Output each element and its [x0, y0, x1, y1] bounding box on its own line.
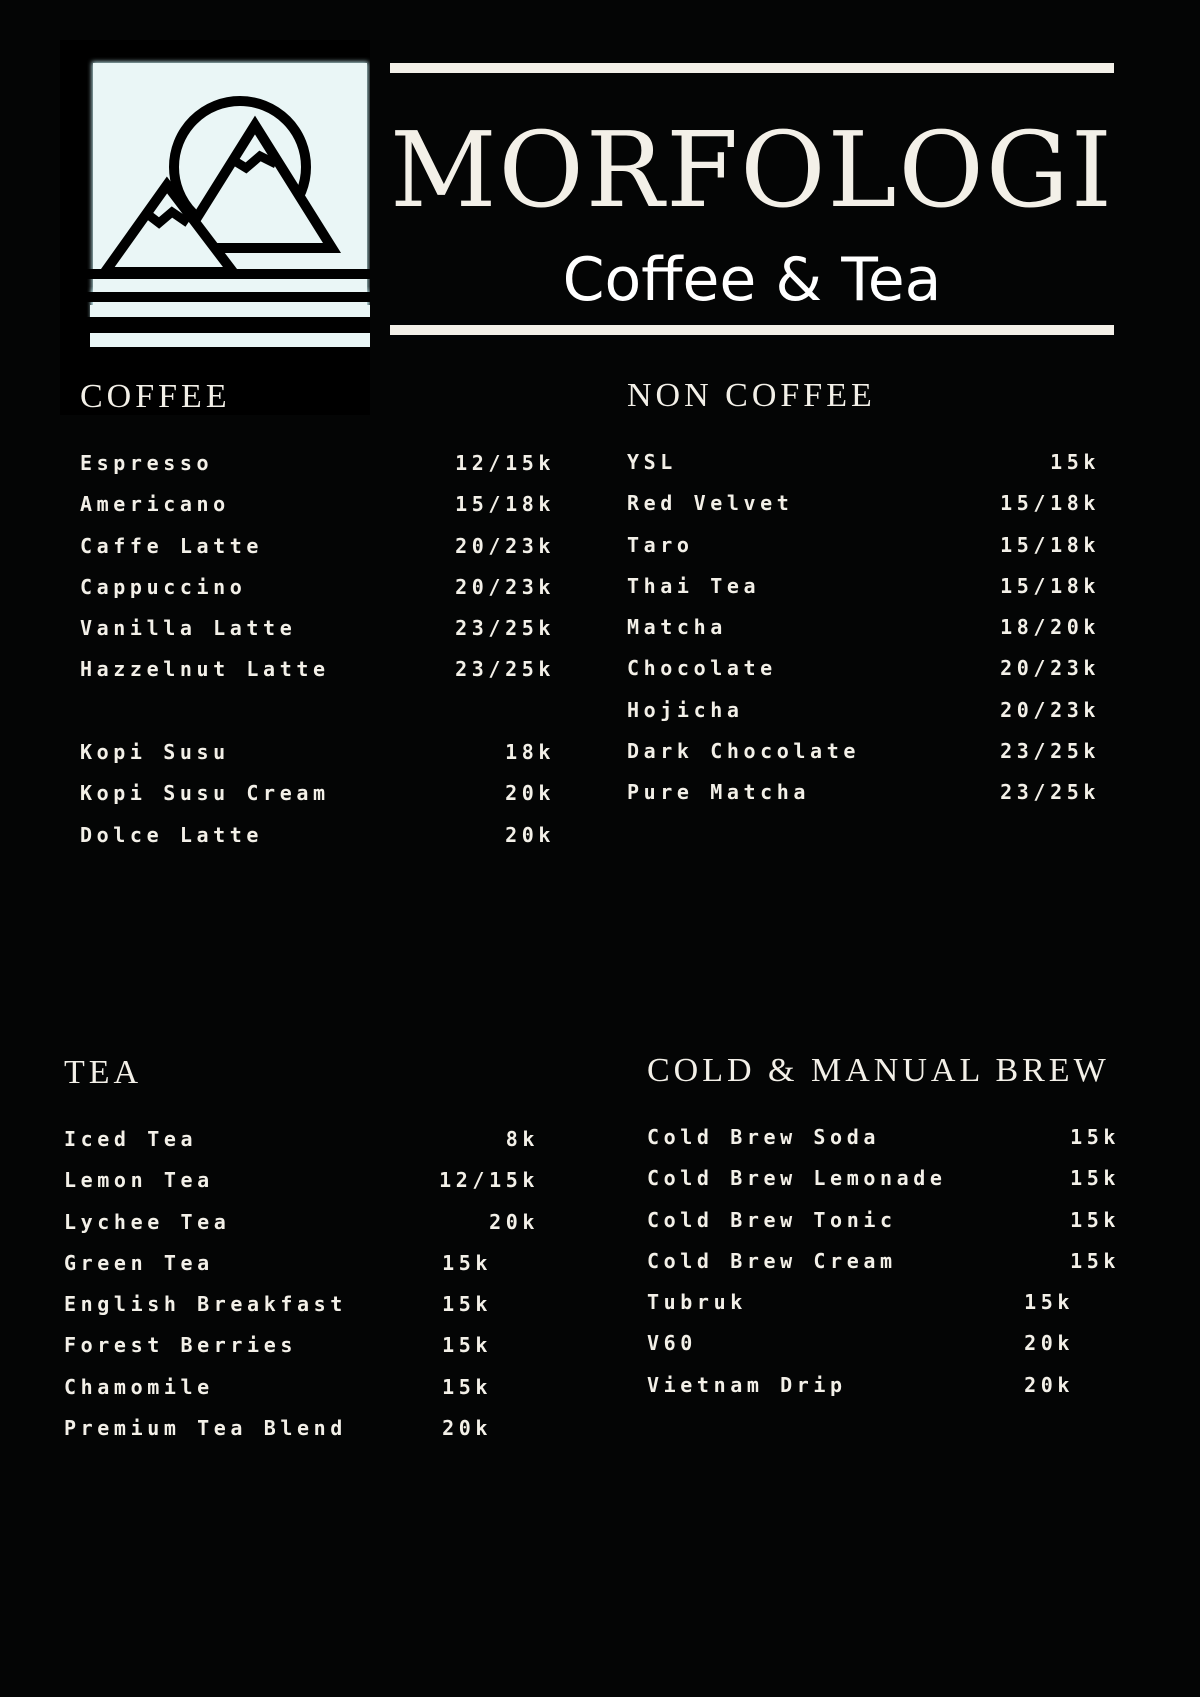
menu-item — [627, 736, 1100, 777]
item-name: Lychee Tea — [64, 1209, 231, 1234]
item-name: Cold Brew Lemonade — [647, 1166, 947, 1191]
item-name: Cold Brew Cream — [647, 1248, 897, 1273]
item-price: 23/25k — [455, 657, 555, 682]
item-price: 15k — [442, 1374, 492, 1399]
item-name: Lemon Tea — [64, 1168, 214, 1193]
menu-spacer — [80, 696, 555, 737]
item-price: 12/15k — [455, 451, 555, 475]
item-name: Espresso — [80, 451, 214, 475]
section-title-cold-manual-brew: COLD & MANUAL BREW — [647, 1052, 1110, 1089]
non-coffee-menu-list — [627, 447, 1100, 819]
header-top-rule — [390, 63, 1114, 73]
menu-item — [80, 820, 555, 861]
menu-item — [647, 1122, 1120, 1163]
item-price: 15k — [1070, 1207, 1120, 1232]
item-name: Thai Tea — [627, 573, 761, 598]
menu-item — [80, 572, 555, 613]
item-price: 15k — [1070, 1166, 1120, 1191]
item-name: Tubruk — [647, 1290, 747, 1315]
section-title-non-coffee: NON COFFEE — [627, 377, 876, 414]
item-name: Pure Matcha — [627, 780, 811, 805]
item-price: 12/15k — [439, 1168, 539, 1193]
item-price: 15k — [442, 1250, 492, 1275]
item-price: 20/23k — [1000, 697, 1100, 722]
item-price: 15k — [1070, 1248, 1120, 1273]
item-name: Iced Tea — [64, 1127, 198, 1151]
menu-item — [627, 777, 1100, 818]
item-name: Vietnam Drip — [647, 1372, 847, 1397]
menu-item — [80, 737, 555, 778]
item-name: Red Velvet — [627, 491, 794, 516]
item-name: Green Tea — [64, 1250, 214, 1275]
item-price: 15/18k — [1000, 532, 1100, 557]
item-name: Hojicha — [627, 697, 744, 722]
item-price: 23/25k — [1000, 739, 1100, 764]
menu-item — [80, 778, 555, 819]
menu-item — [647, 1246, 1120, 1287]
menu-item — [627, 488, 1100, 529]
menu-item — [627, 530, 1100, 571]
item-name: Kopi Susu — [80, 740, 230, 765]
menu-item — [627, 695, 1100, 736]
item-price: 15k — [442, 1292, 492, 1317]
item-name: Caffe Latte — [80, 533, 264, 558]
item-price: 20k — [442, 1416, 492, 1441]
cold-manual-brew-menu-list — [647, 1122, 1120, 1411]
item-name: Matcha — [627, 615, 727, 640]
menu-item — [647, 1370, 1120, 1411]
item-price: 23/25k — [1000, 780, 1100, 805]
menu-item — [64, 1207, 539, 1248]
item-price: 8k — [505, 1127, 539, 1151]
item-price: 15k — [1050, 450, 1100, 474]
menu-item — [627, 447, 1100, 488]
item-name: Cold Brew Soda — [647, 1125, 880, 1149]
tea-menu-list — [64, 1124, 539, 1454]
item-price: 15k — [442, 1333, 492, 1358]
mountain-sun-logo-icon — [60, 40, 370, 415]
section-title-coffee: COFFEE — [80, 378, 231, 415]
item-name: English Breakfast — [64, 1292, 347, 1317]
item-price: 20/23k — [455, 533, 555, 558]
item-price: 20k — [505, 781, 555, 806]
menu-item — [647, 1163, 1120, 1204]
item-name: Dark Chocolate — [627, 739, 860, 764]
brand-title: MORFOLOGI — [390, 109, 1114, 231]
menu-item — [64, 1124, 539, 1165]
brand-logo — [60, 40, 370, 415]
item-price: 15k — [1024, 1290, 1074, 1315]
item-name: V60 — [647, 1331, 697, 1356]
item-name: Kopi Susu Cream — [80, 781, 330, 806]
header-bottom-rule — [390, 325, 1114, 335]
item-price: 20/23k — [455, 574, 555, 599]
brand-subtitle: Coffee & Tea — [562, 245, 942, 315]
item-price: 18/20k — [1000, 615, 1100, 640]
item-name: Premium Tea Blend — [64, 1416, 347, 1441]
menu-item — [627, 612, 1100, 653]
item-price: 20k — [1024, 1331, 1074, 1356]
item-name: Cappuccino — [80, 574, 247, 599]
item-price: 15k — [1070, 1125, 1120, 1149]
item-price: 20k — [489, 1209, 539, 1234]
menu-item — [627, 653, 1100, 694]
menu-item — [80, 531, 555, 572]
menu-item — [64, 1330, 539, 1371]
item-price: 15/18k — [1000, 491, 1100, 516]
item-name: Taro — [627, 532, 694, 557]
coffee-menu-list — [80, 448, 555, 861]
menu-item — [627, 571, 1100, 612]
menu-item — [64, 1165, 539, 1206]
menu-item — [64, 1372, 539, 1413]
menu-item — [80, 654, 555, 695]
item-name: Dolce Latte — [80, 822, 264, 847]
item-price: 15/18k — [455, 492, 555, 517]
menu-item — [80, 448, 555, 489]
menu-item — [80, 613, 555, 654]
item-name: Americano — [80, 492, 230, 517]
item-name: Vanilla Latte — [80, 616, 297, 641]
menu-item — [64, 1289, 539, 1330]
item-name: Cold Brew Tonic — [647, 1207, 897, 1232]
item-name: Chamomile — [64, 1374, 214, 1399]
item-name: YSL — [627, 450, 677, 474]
item-price: 23/25k — [455, 616, 555, 641]
item-price: 20k — [1024, 1372, 1074, 1397]
menu-item — [64, 1413, 539, 1454]
item-price: 15/18k — [1000, 573, 1100, 598]
menu-item — [64, 1248, 539, 1289]
menu-item — [647, 1328, 1120, 1369]
item-price: 18k — [505, 740, 555, 765]
menu-item — [647, 1287, 1120, 1328]
item-name: Chocolate — [627, 656, 777, 681]
item-price: 20k — [505, 822, 555, 847]
item-name: Hazzelnut Latte — [80, 657, 330, 682]
item-name: Forest Berries — [64, 1333, 297, 1358]
menu-item — [647, 1205, 1120, 1246]
item-price: 20/23k — [1000, 656, 1100, 681]
menu-item — [80, 489, 555, 530]
section-title-tea: TEA — [64, 1054, 143, 1091]
